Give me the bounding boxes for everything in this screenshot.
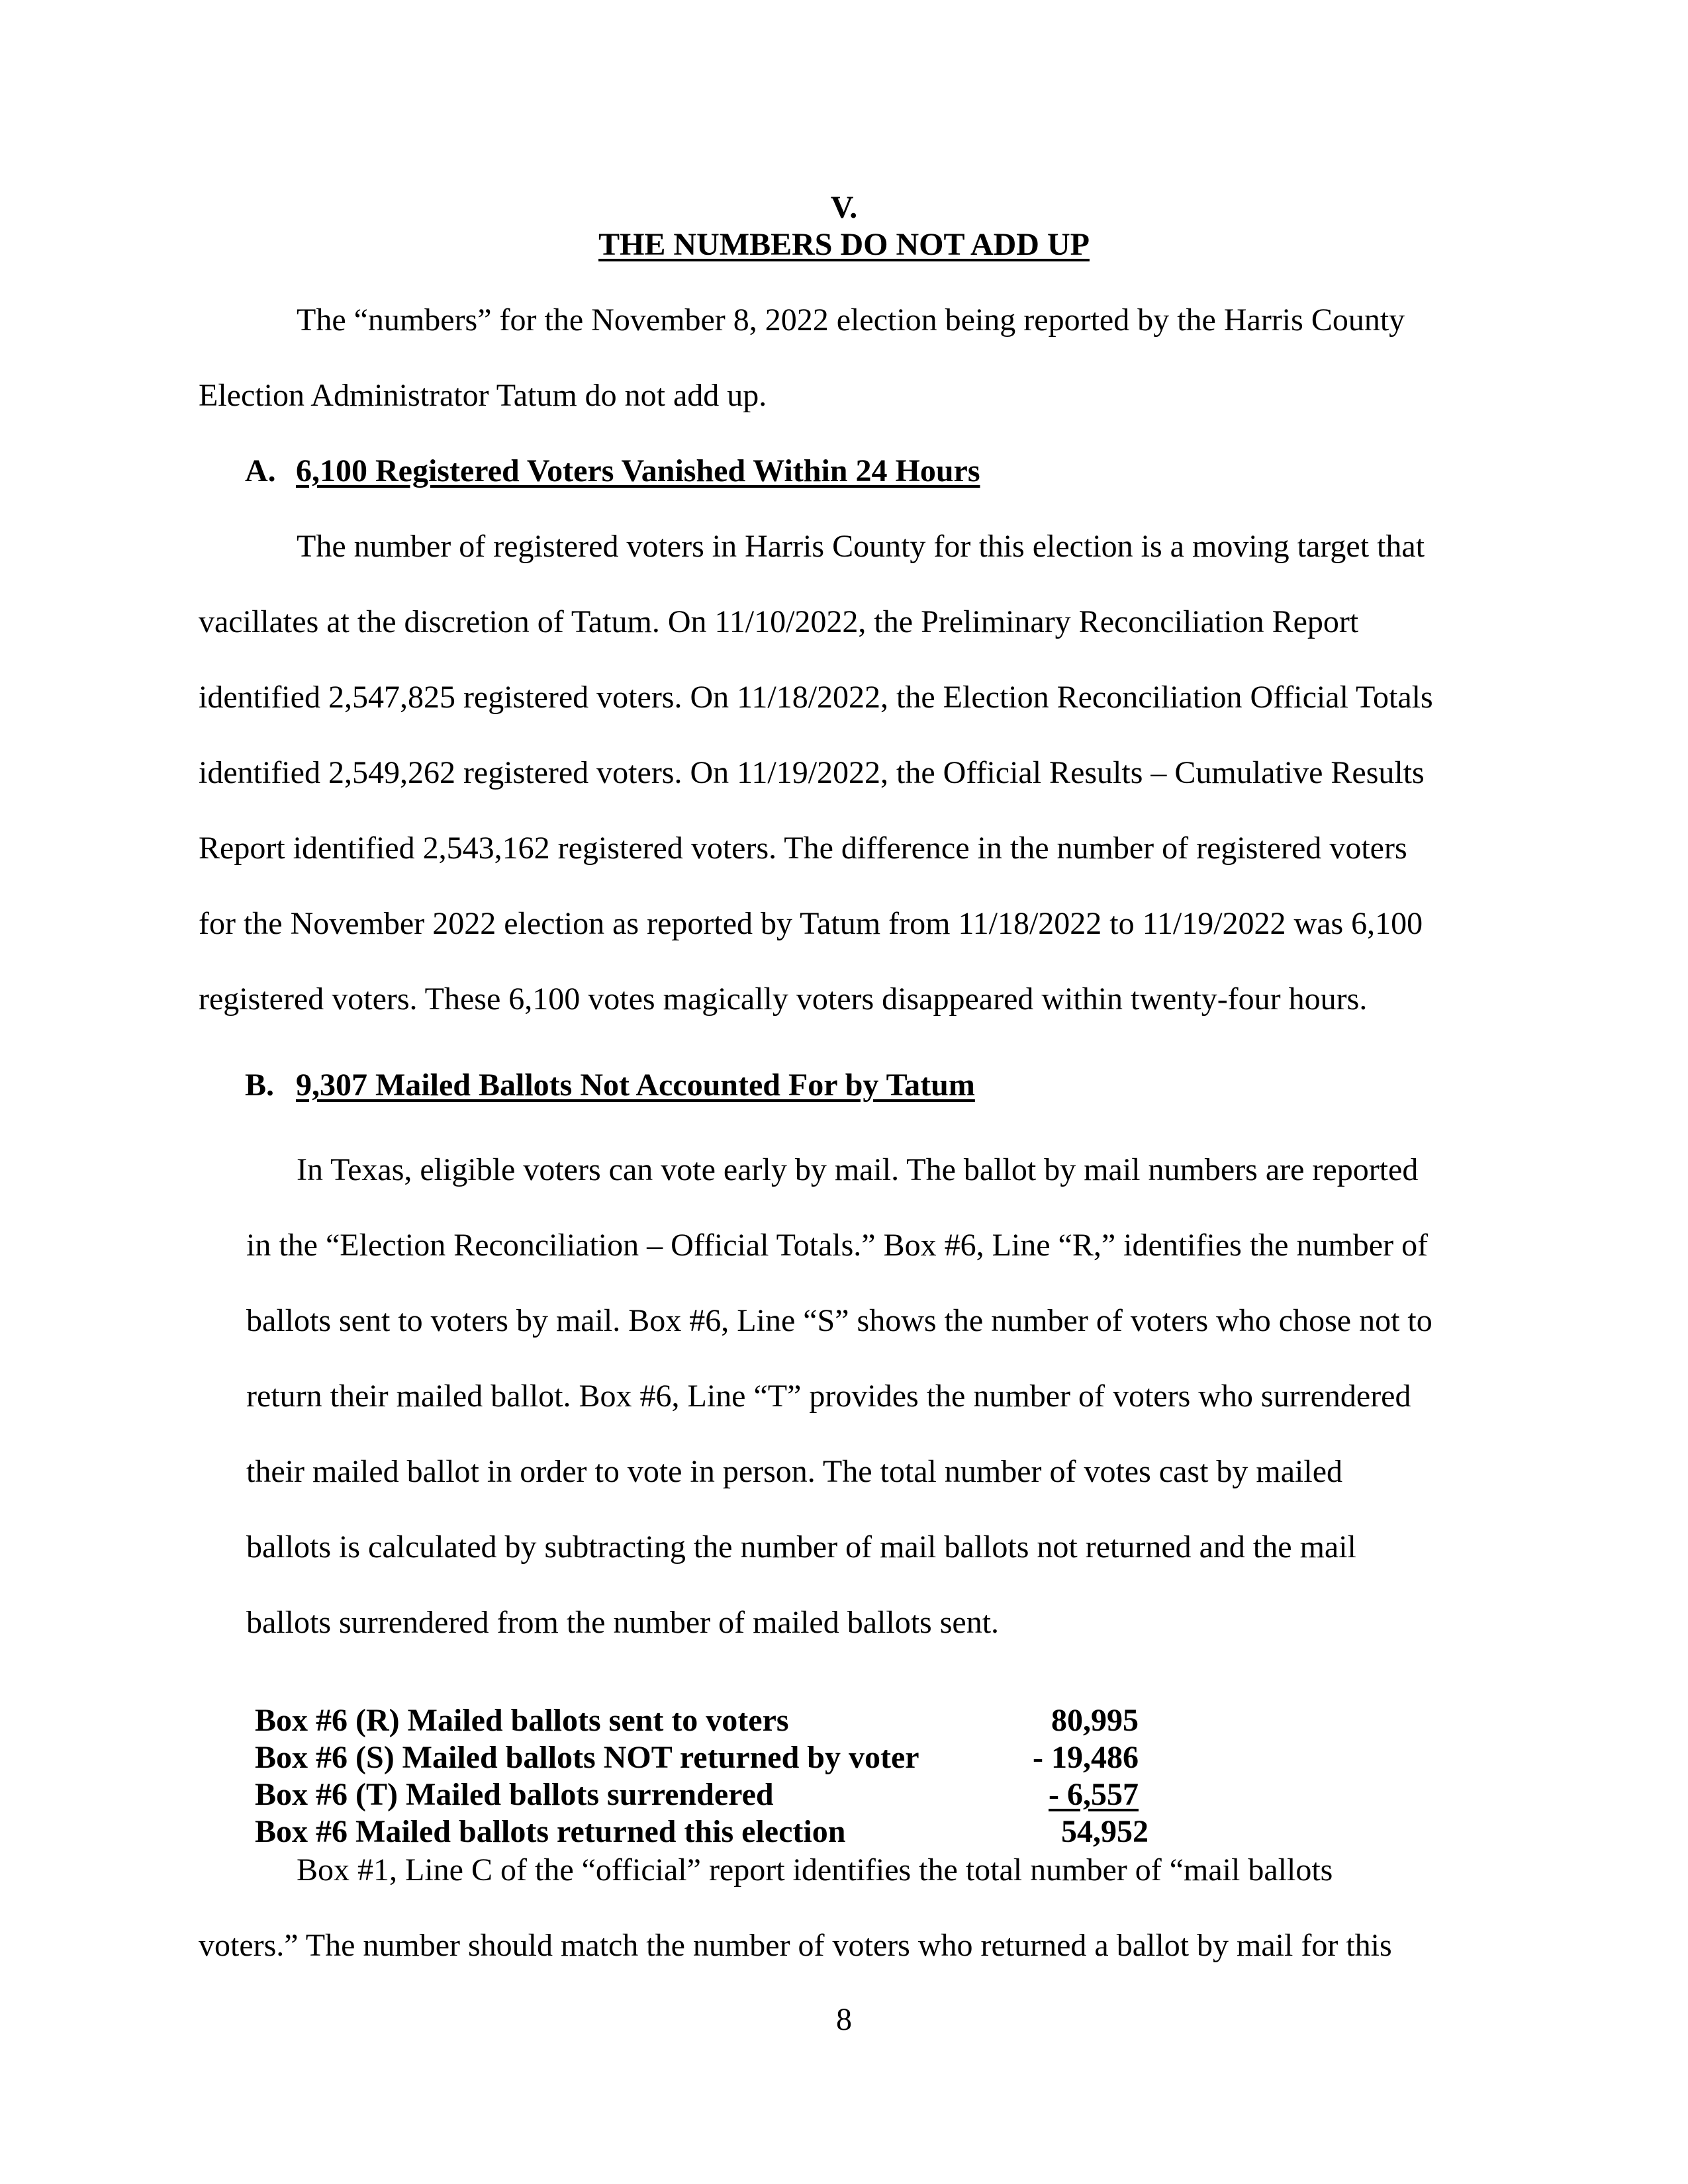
para-b-line-6: ballots is calculated by subtracting the number of mail ballots not returned and the mail (246, 1529, 1356, 1565)
para-a-line-6: for the November 2022 election as reported by Tatum from 11/18/2022 to 11/19/2022 was 6,100 (199, 906, 1423, 941)
para-b-line-7: ballots surrendered from the number of mailed ballots sent. (246, 1605, 1000, 1640)
subsection-a-title: 6,100 Registered Voters Vanished Within 24 Hours (296, 453, 980, 488)
ballot-row-label: Box #6 (R) Mailed ballots sent to voters (255, 1703, 789, 1738)
ballot-row-value: 54,952 (1061, 1814, 1149, 1849)
para-b-line-1: In Texas, eligible voters can vote early by mail. The ballot by mail numbers are reported (297, 1152, 1419, 1187)
para-a-line-1: The number of registered voters in Harris County for this election is a moving target that (297, 529, 1425, 564)
ballot-table-row (255, 1739, 1168, 1776)
para-a-line-2: vacillates at the discretion of Tatum. On 11/10/2022, the Preliminary Reconciliation Report (199, 604, 1359, 639)
para-a-line-7: registered voters. These 6,100 votes magically voters disappeared within twenty-four hours. (199, 981, 1368, 1017)
para-a-line-5: Report identified 2,543,162 registered voters. The difference in the number of registered voters (199, 831, 1407, 866)
intro-line-2: Election Administrator Tatum do not add up. (199, 378, 767, 413)
ballot-table-row (255, 1813, 1168, 1850)
ballot-table-row (255, 1702, 1168, 1739)
para-b-line-5: their mailed ballot in order to vote in person. The total number of votes cast by mailed (246, 1454, 1343, 1489)
para-b-line-3: ballots sent to voters by mail. Box #6, Line “S” shows the number of voters who chose not to (246, 1303, 1432, 1338)
ballot-row-value: 80,995 (1051, 1703, 1139, 1738)
closing-line-1: Box #1, Line C of the “official” report identifies the total number of “mail ballots (297, 1852, 1333, 1888)
subsection-a-letter: A. (245, 453, 276, 488)
ballot-row-label: Box #6 (T) Mailed ballots surrendered (255, 1777, 774, 1812)
section-number: V. (830, 190, 858, 225)
subsection-b-title: 9,307 Mailed Ballots Not Accounted For by Tatum (296, 1068, 975, 1103)
page-number: 8 (836, 2002, 852, 2037)
para-b-line-2: in the “Election Reconciliation – Official Totals.” Box #6, Line “R,” identifies the number of (246, 1228, 1429, 1263)
ballot-row-value: - 6,557 (1049, 1777, 1139, 1812)
para-a-line-4: identified 2,549,262 registered voters. On 11/19/2022, the Official Results – Cumulative Results (199, 755, 1425, 790)
para-b-line-4: return their mailed ballot. Box #6, Line “T” provides the number of voters who surrendered (246, 1379, 1411, 1414)
ballot-row-label: Box #6 (S) Mailed ballots NOT returned by voter (255, 1740, 919, 1775)
ballot-table-row (255, 1776, 1168, 1813)
para-a-line-3: identified 2,547,825 registered voters. On 11/18/2022, the Election Reconciliation Official Totals (199, 680, 1433, 715)
ballot-row-value: - 19,486 (1033, 1740, 1139, 1775)
intro-line-1: The “numbers” for the November 8, 2022 election being reported by the Harris County (297, 302, 1405, 338)
closing-line-2: voters.” The number should match the number of voters who returned a ballot by mail for this (199, 1928, 1392, 1963)
subsection-b-letter: B. (245, 1068, 275, 1103)
section-title: THE NUMBERS DO NOT ADD UP (598, 227, 1090, 262)
ballot-row-label: Box #6 Mailed ballots returned this election (255, 1814, 846, 1849)
